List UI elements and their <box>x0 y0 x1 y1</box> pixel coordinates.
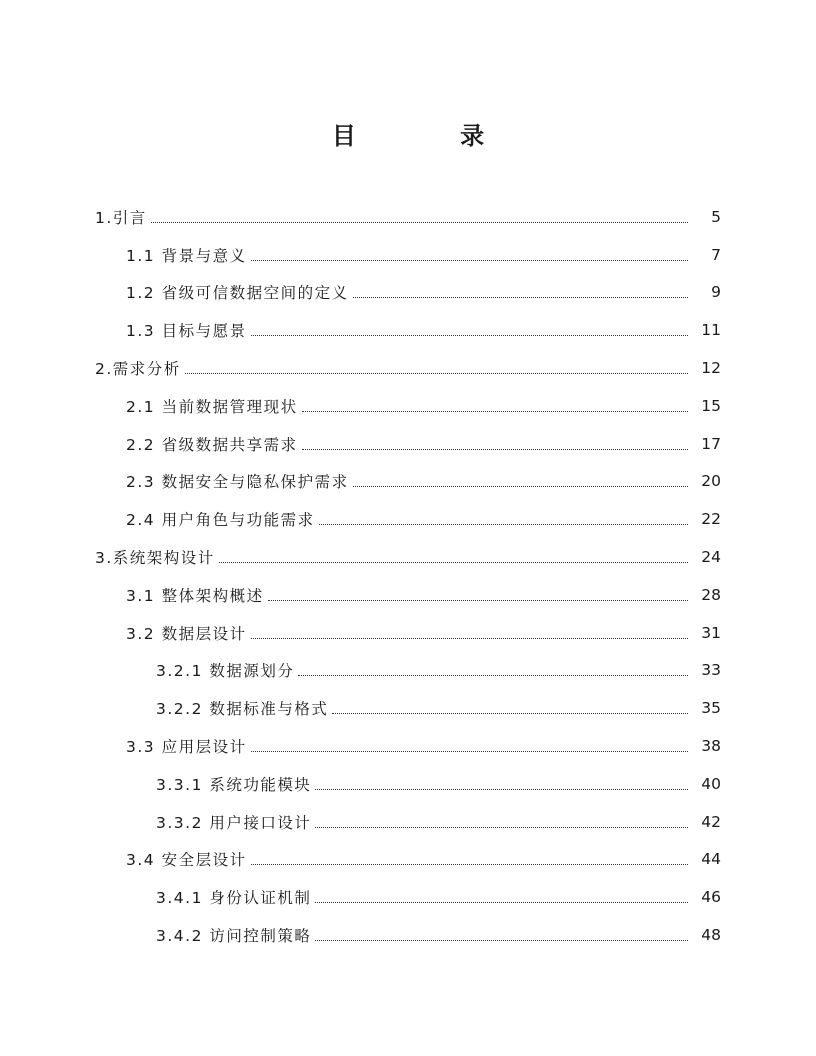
toc-entry-text <box>126 319 247 341</box>
toc-entry-number: 3.3.2 <box>156 813 203 832</box>
toc-entry-number: 2.2 <box>126 435 156 454</box>
toc-entry-text <box>126 395 298 417</box>
toc-entry[interactable] <box>0 803 816 841</box>
toc-entry-number: 3.2 <box>126 624 156 643</box>
toc-page-number: 20 <box>701 472 721 491</box>
toc-page-number: 38 <box>701 737 721 756</box>
toc-entry-label: 用户角色与功能需求 <box>161 511 315 530</box>
toc-entry-text <box>126 508 315 530</box>
toc-entry-text <box>95 546 215 568</box>
toc-entry-label: 数据层设计 <box>161 624 247 643</box>
toc-dot-leader <box>185 372 688 374</box>
toc-dot-leader <box>319 523 688 525</box>
toc-page-number: 22 <box>701 510 721 529</box>
toc-entry-number: 2. <box>95 360 113 379</box>
toc-page-number: 12 <box>701 359 721 378</box>
toc-entry-label: 当前数据管理现状 <box>161 397 298 416</box>
toc-entry-label: 背景与意义 <box>161 246 247 265</box>
toc-entry-text <box>126 281 349 303</box>
toc-dot-leader <box>302 410 688 412</box>
toc-page-number: 11 <box>701 321 721 340</box>
toc-entry-label: 数据源划分 <box>209 662 295 681</box>
toc-dot-leader <box>219 561 688 563</box>
toc-page-number: 9 <box>711 283 721 302</box>
toc-entry[interactable] <box>0 689 816 727</box>
toc-entry-text <box>156 659 294 681</box>
toc-page-number: 17 <box>701 434 721 453</box>
toc-entry[interactable] <box>0 198 816 236</box>
toc-entry-text <box>126 622 247 644</box>
toc-entry-label: 用户接口设计 <box>209 813 312 832</box>
toc-entry[interactable] <box>0 463 816 501</box>
toc-entry-label: 需求分析 <box>112 360 181 379</box>
toc-dot-leader <box>268 599 688 601</box>
toc-dot-leader <box>315 939 688 941</box>
toc-entry[interactable] <box>0 425 816 463</box>
toc-entry-text <box>156 697 328 719</box>
toc-entry-label: 数据标准与格式 <box>209 700 329 719</box>
toc-page-number: 15 <box>701 396 721 415</box>
toc-entry-text <box>156 924 311 946</box>
toc-dot-leader <box>315 826 688 828</box>
toc-entry-number: 1. <box>95 208 113 227</box>
toc-entry-text <box>126 244 247 266</box>
toc-entry[interactable] <box>0 311 816 349</box>
toc-entry[interactable] <box>0 652 816 690</box>
toc-entry-label: 引言 <box>112 208 147 227</box>
toc-entry-number: 3.4 <box>126 851 156 870</box>
toc-page-number: 33 <box>701 661 721 680</box>
toc-entry-text <box>126 470 349 492</box>
toc-entry-text <box>156 773 311 795</box>
toc-entry[interactable] <box>0 614 816 652</box>
toc-entry-text <box>95 206 147 228</box>
toc-title: 目 录 <box>331 122 533 150</box>
toc-entry-number: 3. <box>95 549 113 568</box>
toc-entry-number: 3.4.2 <box>156 927 203 946</box>
toc-entry-label: 目标与愿景 <box>161 322 247 341</box>
toc-entry-number: 1.3 <box>126 322 156 341</box>
toc-entry[interactable] <box>0 878 816 916</box>
toc-dot-leader <box>251 637 688 639</box>
toc-entry[interactable] <box>0 765 816 803</box>
toc-entry-text <box>156 886 311 908</box>
toc-entry-label: 整体架构概述 <box>161 586 264 605</box>
toc-page-number: 42 <box>701 812 721 831</box>
toc-entry-number: 3.3 <box>126 738 156 757</box>
toc-entry-label: 访问控制策略 <box>209 927 312 946</box>
toc-entry[interactable] <box>0 500 816 538</box>
toc-dot-leader <box>315 901 688 903</box>
toc-dot-leader <box>251 863 688 865</box>
toc-dot-leader <box>353 485 688 487</box>
toc-entry-label: 数据安全与隐私保护需求 <box>161 473 349 492</box>
toc-entry-label: 身份认证机制 <box>209 889 312 908</box>
toc-entry-text <box>126 584 264 606</box>
toc-entry-number: 1.2 <box>126 284 156 303</box>
toc-entry[interactable] <box>0 274 816 312</box>
toc-list <box>0 198 816 954</box>
toc-page-number: 46 <box>701 888 721 907</box>
toc-dot-leader <box>302 448 688 450</box>
toc-entry-text <box>126 735 247 757</box>
toc-page-number: 44 <box>701 850 721 869</box>
toc-entry-number: 2.4 <box>126 511 156 530</box>
toc-entry-text <box>126 433 298 455</box>
toc-page-number: 28 <box>701 585 721 604</box>
toc-entry-label: 系统功能模块 <box>209 775 312 794</box>
toc-entry-label: 系统架构设计 <box>112 549 215 568</box>
toc-entry-number: 3.1 <box>126 586 156 605</box>
toc-dot-leader <box>298 674 688 676</box>
toc-dot-leader <box>251 259 688 261</box>
toc-page-number: 7 <box>711 245 721 264</box>
toc-entry[interactable] <box>0 916 816 954</box>
toc-entry-number: 3.3.1 <box>156 775 203 794</box>
toc-entry[interactable] <box>0 538 816 576</box>
toc-dot-leader <box>315 788 688 790</box>
toc-entry-number: 1.1 <box>126 246 156 265</box>
toc-entry[interactable] <box>0 841 816 879</box>
toc-entry[interactable] <box>0 727 816 765</box>
toc-entry-label: 应用层设计 <box>161 738 247 757</box>
toc-entry-text <box>156 811 311 833</box>
toc-dot-leader <box>332 712 688 714</box>
toc-entry-number: 3.2.2 <box>156 700 203 719</box>
toc-entry-label: 省级可信数据空间的定义 <box>161 284 349 303</box>
toc-page-number: 40 <box>701 774 721 793</box>
toc-entry-text <box>95 357 181 379</box>
toc-entry-number: 2.3 <box>126 473 156 492</box>
toc-entry[interactable] <box>0 387 816 425</box>
toc-page-number: 35 <box>701 699 721 718</box>
toc-page-number: 48 <box>701 926 721 945</box>
toc-page-number: 5 <box>711 207 721 226</box>
toc-dot-leader <box>353 296 688 298</box>
toc-entry[interactable] <box>0 349 816 387</box>
toc-entry-label: 安全层设计 <box>161 851 247 870</box>
toc-dot-leader <box>251 750 688 752</box>
toc-page-number: 31 <box>701 623 721 642</box>
toc-entry-label: 省级数据共享需求 <box>161 435 298 454</box>
toc-entry[interactable] <box>0 236 816 274</box>
toc-dot-leader <box>251 334 688 336</box>
toc-page-number: 24 <box>701 548 721 567</box>
toc-entry-number: 3.2.1 <box>156 662 203 681</box>
toc-entry-number: 3.4.1 <box>156 889 203 908</box>
toc-dot-leader <box>151 221 688 223</box>
toc-entry-number: 2.1 <box>126 397 156 416</box>
toc-entry-text <box>126 848 247 870</box>
toc-entry[interactable] <box>0 576 816 614</box>
